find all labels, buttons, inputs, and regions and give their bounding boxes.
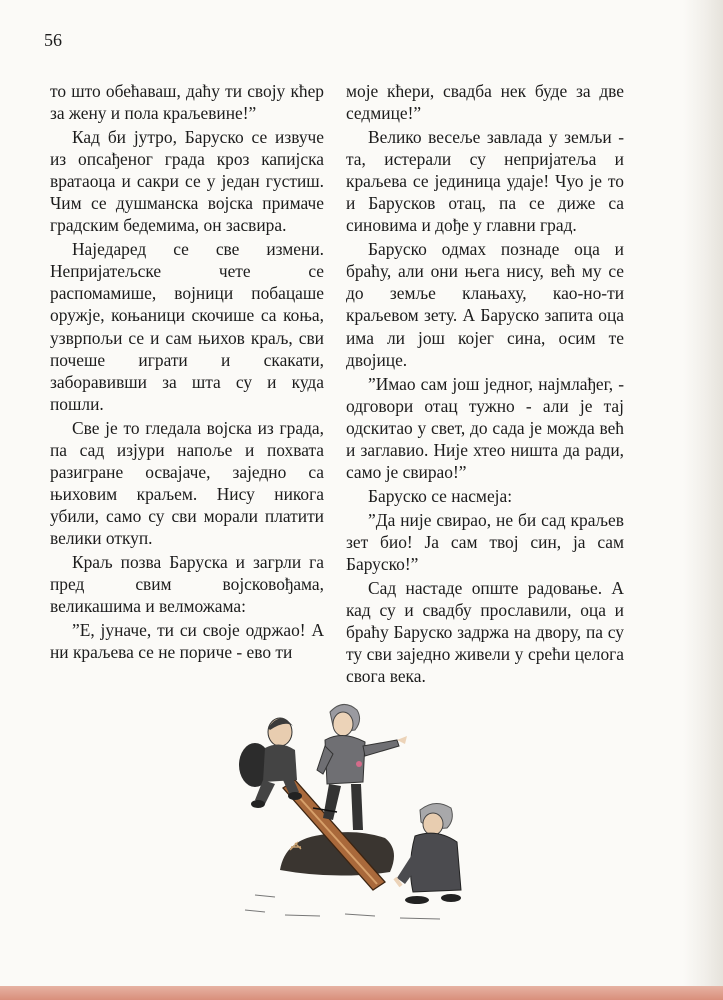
- paragraph: Баруско се насмеја:: [368, 485, 513, 506]
- left-child-figure: [239, 718, 302, 808]
- bottom-edge-strip: [0, 986, 723, 1000]
- paragraph: Баруско одмах познаде оца и браћу, али они њега нису, већ му се до земље клањаху, као-но-ти краљевом зету. А Баруско запита оца има ли још којег сина, осим те двојице.: [346, 239, 624, 370]
- paragraph: Краљ позва Баруска и загрли га пред свим војсковођама, великашима и велможама:: [50, 551, 324, 617]
- paragraph: Велико весеље завлада у земљи - та, истерали су непријатеља и краљева се јединица удаје! Чуо је то и Барусков отац, па се диже са синовима и дође у главни град.: [346, 127, 624, 236]
- paragraph: Све је то гледала војска из града, па сад изјури напоље и похвата разигране освајаче, заједно са њиховим краљем. Нису никога убили, само су сви морали платити велики откуп.: [50, 417, 324, 548]
- paragraph: то што обећаваш, даћу ти своју кћер за жену и пола краљевине!”: [50, 81, 324, 124]
- right-text-column: [346, 80, 624, 689]
- left-text-column: [50, 80, 324, 665]
- paragraph: Сад настаде опште радовање. А кад су и свадбу прославили, оца и браћу Баруско задржа на двору, па су ту сви заједно живели у срећи целога свога века.: [346, 578, 624, 687]
- paragraph: ”Е, јуначе, ти си своје одржао! А ни краљева се не пориче - ево ти: [50, 620, 324, 663]
- paragraph: ”Да није свирао, не би сад краљев зет био! Ја сам твој син, ја сам Баруско!”: [346, 509, 624, 574]
- paragraph: Наједаред се све измени. Непријатељске чете се распомамише, војници побацаше оружје, коњаници скочише са коња, узврпољи се и сам њихов краљ, сви почеше играти и скакати, заборавивши за шта су и куда пошли.: [50, 239, 324, 414]
- seesaw-illustration: [225, 700, 465, 930]
- paragraph: моје кћери, свадба нек буде за две седмице!”: [346, 81, 624, 124]
- crouching-figure: [395, 803, 461, 904]
- paragraph: Кад би јутро, Баруско се извуче из опсађеног града кроз капијска вратаоца и сакри се у један густиш. Чим се душманска војска примаче градским бедемима, он засвира.: [50, 127, 324, 236]
- page-edge-shadow: [683, 0, 723, 1000]
- page-number: 56: [44, 30, 62, 50]
- standing-child-figure: [313, 704, 407, 830]
- paragraph: ”Имао сам још једног, најмлађег, - одговори отац тужно - али је тај одскитао у свет, до сада је можда већ и заглавио. Није хтео ништа да ради, само је свирао!”: [346, 373, 624, 482]
